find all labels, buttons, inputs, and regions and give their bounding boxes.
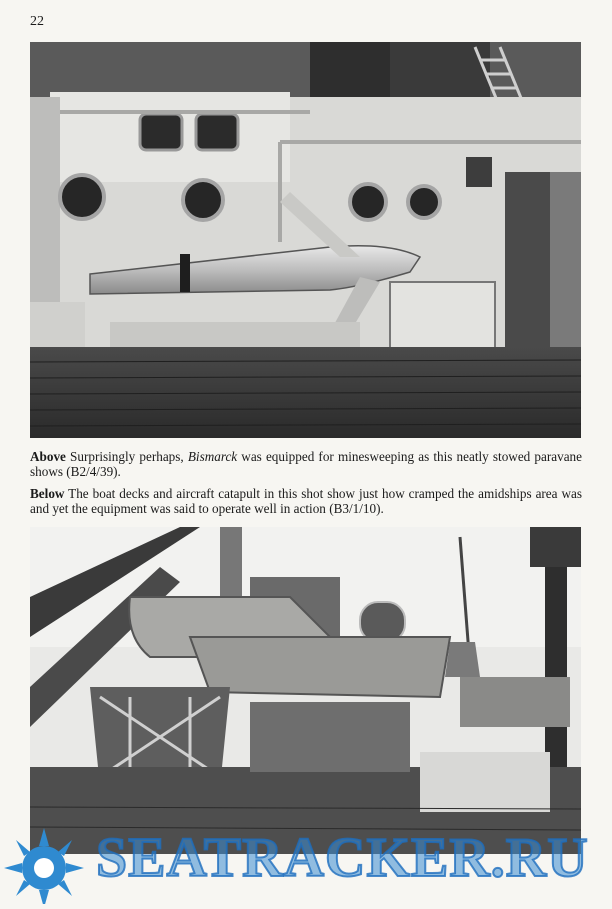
caption-above: [30, 449, 582, 479]
seatracker-logo-icon: [2, 824, 90, 904]
caption-above-text-2: was equipped for minesweeping as this neatly stowed paravane shows (B2/4/39).: [30, 449, 582, 479]
caption-above-lead: Above: [30, 449, 66, 464]
caption-below-text: The boat decks and aircraft catapult in this shot show just how cramped the amidships area was and yet the equipment was said to operate well in action (B3/1/10).: [30, 486, 582, 516]
photo-boat-decks: [30, 527, 581, 854]
watermark: SEATRACKER.RU: [96, 827, 589, 889]
photo-paravane: [30, 42, 581, 438]
caption-below: [30, 486, 582, 516]
caption-above-text-1: Surprisingly perhaps,: [65, 449, 188, 464]
caption-above-ship-name: Bismarck: [187, 449, 238, 464]
page-number: 22: [30, 14, 44, 29]
caption-below-lead: Below: [30, 486, 65, 501]
